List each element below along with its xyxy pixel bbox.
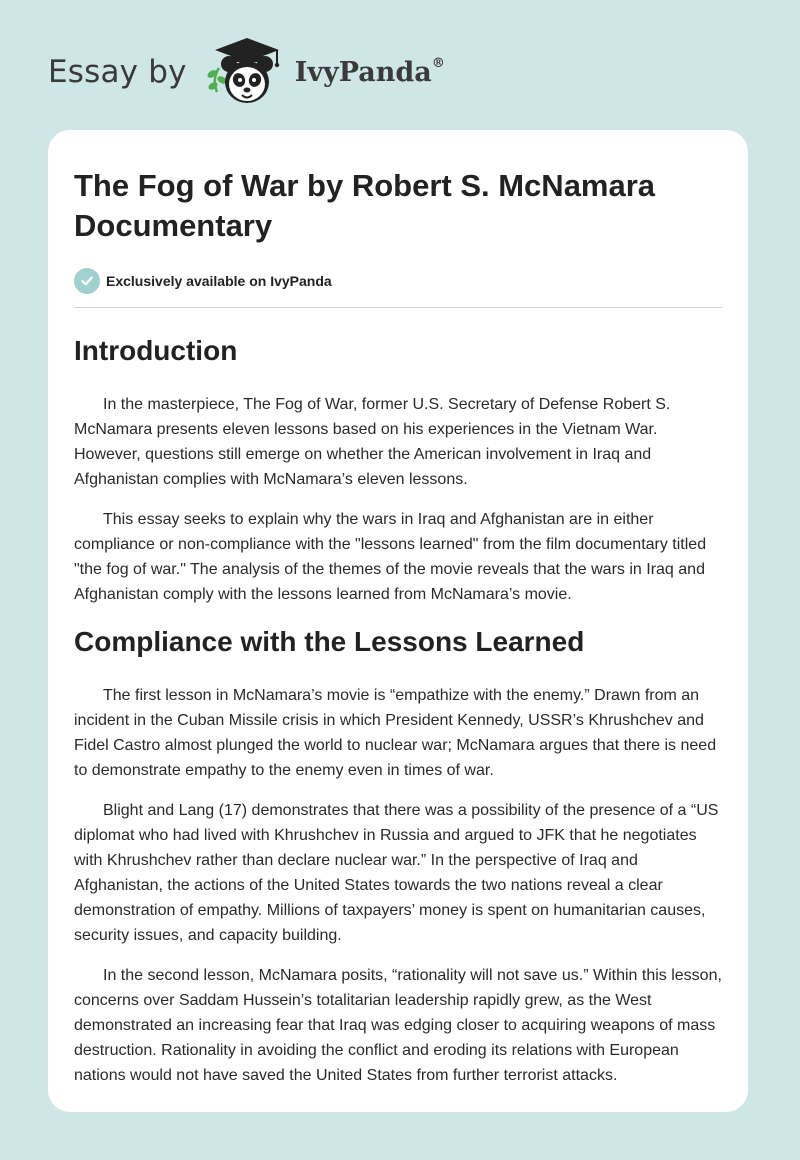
paragraph: In the masterpiece, The Fog of War, former U.S. Secretary of Defense Robert S. McNamara presents eleven lessons based on his experiences in the Vietnam War. However, questions still emerge on whether the American involvement in Iraq and Afghanistan complies with McNamara’s eleven lessons. xyxy=(74,396,671,488)
section-heading: Compliance with the Lessons Learned xyxy=(74,626,585,657)
exclusive-badge-label: Exclusively available on IvyPanda xyxy=(106,273,332,289)
essay-card xyxy=(48,130,748,1112)
brand-prefix: Essay by xyxy=(48,53,187,90)
check-circle-icon xyxy=(74,268,100,294)
paragraph: The first lesson in McNamara’s movie is “empathize with the enemy.” Drawn from an incident in the Cuban Missile crisis in which President Kennedy, USSR’s Khrushchev and Fidel Castro almost plunged the world to nuclear war; McNamara argues that there is need to demonstrate empathy to the enemy even in times of war. xyxy=(74,687,717,779)
site-header xyxy=(48,34,488,110)
title-divider xyxy=(74,307,722,308)
panda-logo-icon[interactable] xyxy=(203,34,289,110)
section-compliance xyxy=(74,625,722,1088)
registered-mark: ® xyxy=(431,55,445,71)
section-heading: Introduction xyxy=(74,335,238,366)
paragraph: In the second lesson, McNamara posits, “rationality will not save us.” Within this lesson, concerns over Saddam Hussein’s totalitarian leadership rapidly grew, as the West demonstrated an increasing fear that Iraq was edging closer to acquiring weapons of mass destruction. Rationality in avoiding the conflict and eroding its relations with European nations would not have saved the United States from further terrorist attacks. xyxy=(74,967,722,1084)
section-introduction xyxy=(74,334,722,607)
brand-name[interactable]: IvyPanda® xyxy=(294,55,445,88)
exclusive-badge xyxy=(74,268,722,294)
page-title: The Fog of War by Robert S. McNamara Documentary xyxy=(74,168,656,243)
paragraph: This essay seeks to explain why the wars in Iraq and Afghanistan are in either compliance or non-compliance with the "lessons learned" from the film documentary titled "the fog of war." The analysis of the themes of the movie reveals that the wars in Iraq and Afghanistan comply with the lessons learned from McNamara’s movie. xyxy=(74,511,707,603)
paragraph: Blight and Lang (17) demonstrates that there was a possibility of the presence of a “US diplomat who had lived with Khrushchev in Russia and argued to JFK that he negotiates with Khrushchev rather than declare nuclear war.” In the perspective of Iraq and Afghanistan, the actions of the United States towards the two nations reveal a clear demonstration of empathy. Millions of taxpayers’ money is spent on humanitarian causes, security issues, and capacity building. xyxy=(74,802,719,944)
